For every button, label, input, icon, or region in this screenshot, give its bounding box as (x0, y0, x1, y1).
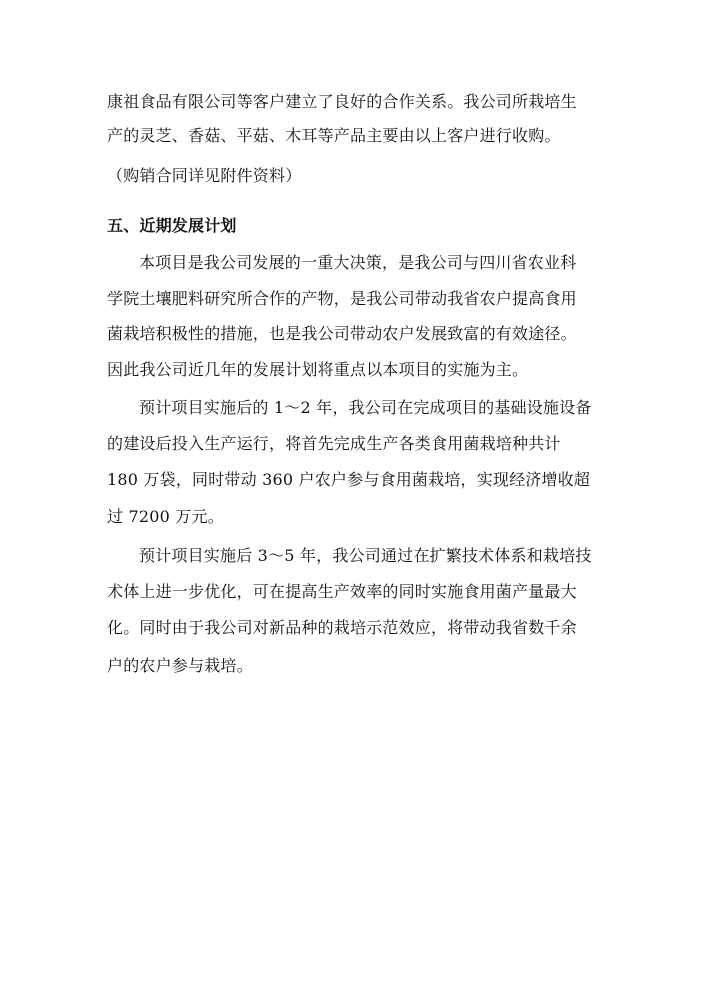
paragraph-line: 预计项目实施后 3～5 年，我公司通过在扩繁技术体系和栽培技 (139, 546, 592, 565)
intro-line: （购销合同详见附件资料） (107, 166, 302, 185)
paragraph-line: 180 万袋，同时带动 360 户农户参与食用菌栽培，实现经济增收超 (107, 470, 591, 489)
paragraph-line: 因此我公司近几年的发展计划将重点以本项目的实施为主。 (107, 360, 529, 379)
paragraph-line: 过 7200 万元。 (107, 507, 224, 526)
paragraph-line: 本项目是我公司发展的一重大决策，是我公司与四川省农业科 (139, 253, 577, 272)
intro-line: 康祖食品有限公司等客户建立了良好的合作关系。我公司所栽培生 (107, 92, 577, 111)
paragraph-line: 化。同时由于我公司对新品种的栽培示范效应，将带动我省数千余 (107, 618, 577, 637)
section-heading: 五、近期发展计划 (107, 216, 237, 235)
paragraph-line: 菌栽培积极性的措施，也是我公司带动农户发展致富的有效途径。 (107, 324, 577, 343)
paragraph-line: 预计项目实施后的 1～2 年，我公司在完成项目的基础设施设备 (139, 398, 592, 417)
paragraph-line: 术体上进一步优化，可在提高生产效率的同时实施食用菌产量最大 (107, 582, 577, 601)
intro-line: 产的灵芝、香菇、平菇、木耳等产品主要由以上客户进行收购。 (107, 126, 561, 145)
paragraph-line: 的建设后投入生产运行，将首先完成生产各类食用菌栽培种共计 (107, 434, 561, 453)
paragraph-line: 户的农户参与栽培。 (107, 656, 253, 675)
paragraph-line: 学院土壤肥料研究所合作的产物，是我公司带动我省农户提高食用 (107, 289, 577, 308)
